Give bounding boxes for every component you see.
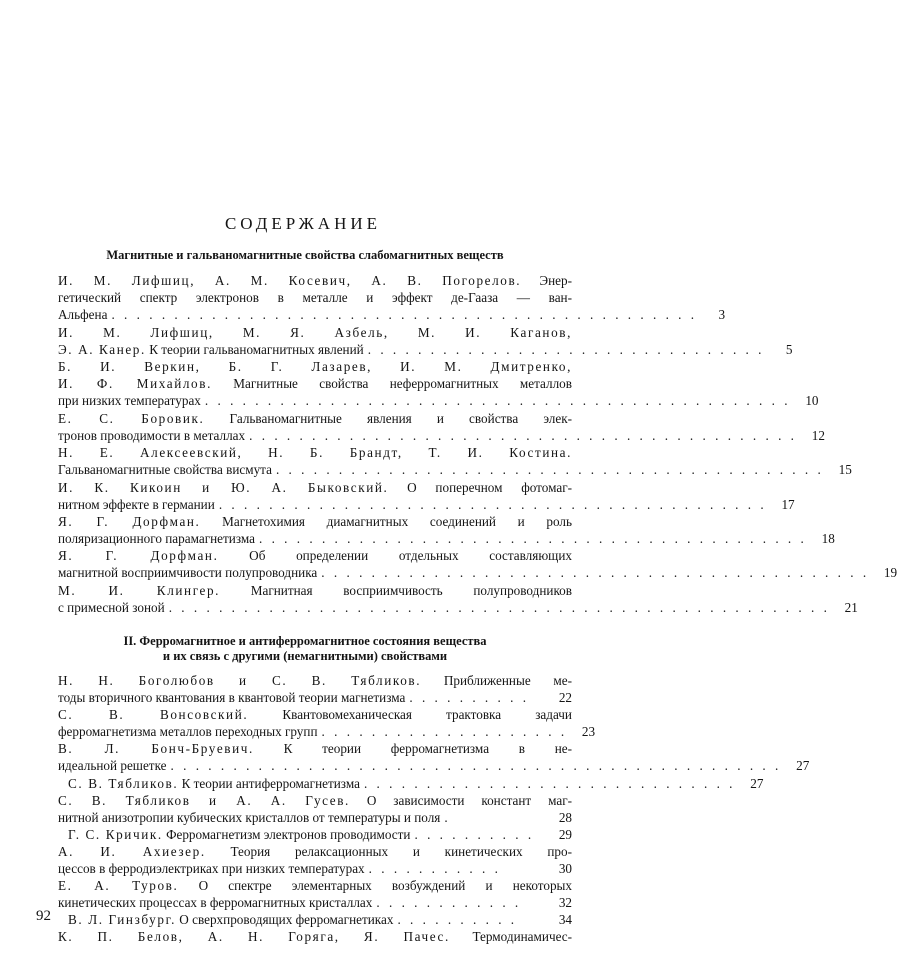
leader-dots: .	[444, 810, 451, 826]
leader-dots: . . . . . . . . . . . . . . . . . . . . . . . . . . . . . .	[363, 776, 736, 791]
entry-title: гетический спектр электронов в металле и эффект де-Гааза — ван-	[58, 290, 572, 306]
toc-entry	[58, 775, 764, 792]
leader-dots: . . . . . . . . . . . . . . . . . . . . . . . . . . . . . . . . . . . . . . . . . . . .	[249, 428, 797, 444]
leader-dots: . . . . . . . . . . . . . . . . . . . . . . . . . . . . . . . .	[367, 342, 765, 358]
entry-authors: И. К. Кикоин и Ю. А. Быковский.	[58, 480, 389, 495]
entry-title: Термодинамичес-	[449, 929, 573, 944]
entry-page: 10	[805, 393, 819, 409]
entry-page: 27	[796, 758, 810, 774]
section-heading-line: и их связь с другими (немагнитными) свойствами	[162, 649, 448, 663]
entry-authors: И. М. Лифшиц, А. М. Косевич, А. В. Погорелов.	[58, 273, 522, 288]
toc-entry	[58, 479, 795, 513]
entry-title: О поперечном фотомаг-	[388, 480, 572, 495]
entry-page: 19	[883, 565, 897, 581]
leader-dots: . . . . . . . . . .	[414, 827, 535, 842]
entry-title: при низких температурах	[58, 393, 201, 409]
toc-entry	[58, 672, 572, 706]
entry-authors: Е. С. Боровик.	[58, 411, 205, 426]
toc-entry	[58, 547, 897, 581]
entry-title: Квантовомеханическая трактовка задачи	[248, 707, 572, 722]
entry-title: К теории антиферромагнетизма	[178, 776, 360, 791]
entry-authors: Я. Г. Дорфман.	[58, 514, 201, 529]
entry-title: Ферромагнетизм электронов проводимости	[162, 827, 411, 842]
leader-dots: . . . . . . . . . . . . . . . . . . . .	[321, 724, 568, 740]
entry-title: О зависимости констант маг-	[349, 793, 572, 808]
entry-page: 21	[844, 600, 858, 616]
entry-page: 30	[558, 861, 572, 877]
entry-page: 15	[838, 462, 852, 478]
entry-title: ферромагнетизма металлов переходных групп	[58, 724, 318, 740]
leader-dots: . . . . . . . . . . . . . . . . . . . . . . . . . . . . . . . . . . . . . . . . . . . . . . .	[111, 307, 698, 323]
entry-authors: И. М. Лифшиц, М. Я. Азбель, М. И. Каганов,	[58, 325, 572, 340]
entry-title: К теории ферромагнетизма в не-	[253, 741, 572, 756]
entry-page: 22	[558, 690, 572, 706]
entry-title: кинетических процессах в ферромагнитных кристаллах	[58, 895, 373, 911]
entry-page: 27	[750, 776, 764, 791]
entry-page: 34	[558, 912, 572, 927]
entry-authors: Н. Н. Боголюбов и С. В. Тябликов.	[58, 673, 422, 688]
entry-page: 29	[558, 827, 572, 842]
section-heading-line: II. Ферромагнитное и антиферромагнитное состояния вещества	[123, 634, 487, 648]
toc-entry	[58, 843, 572, 877]
entry-title: магнитной восприимчивости полупроводника	[58, 565, 318, 581]
entry-title: О сверхпроводящих ферромагнетиках	[175, 912, 394, 927]
entry-title: Приближенные ме-	[421, 673, 572, 688]
entry-title: Об определении отдельных составляющих	[218, 548, 572, 563]
section-heading-1: Магнитные и гальваномагнитные свойства слабомагнитных веществ	[106, 248, 504, 262]
entry-authors: В. Л. Гинзбург.	[68, 912, 176, 927]
entry-authors: С. В. Вонсовский.	[58, 707, 249, 722]
toc-entry	[58, 706, 596, 740]
entry-authors: С. В. Тябликов.	[68, 776, 179, 791]
toc-entry	[58, 740, 810, 774]
toc-entry	[58, 582, 858, 616]
toc-entry	[58, 272, 726, 324]
leader-dots: . . . . . . . . . . . . . . . . . . . . . . . . . . . . . . . . . . . . . . . . . . . .	[258, 531, 807, 547]
entry-title: О спектре элементарных возбуждений и некоторых	[178, 878, 573, 893]
entry-title: Магнетохимия диамагнитных соединений и роль	[200, 514, 572, 529]
leader-dots: . . . . . . . . . . . . . . . . . . . . . . . . . . . . . . . . . . . . . . . . . . . . . . .	[204, 393, 791, 409]
leader-dots: . . . . . . . . . . . .	[376, 895, 522, 911]
entry-page: 5	[785, 342, 793, 358]
entry-title: поляризационного парамагнетизма	[58, 531, 255, 547]
page-number: 92	[36, 908, 51, 924]
entry-page: 17	[781, 497, 795, 513]
entry-page: 12	[811, 428, 825, 444]
entry-title: Магнитные свойства неферромагнитных металлов	[211, 376, 572, 392]
entry-authors: Г. С. Кричик.	[68, 827, 163, 842]
entry-page: 18	[821, 531, 835, 547]
entry-authors: И. Ф. Михайлов.	[58, 376, 212, 392]
entry-authors: Н. Е. Алексеевский, Н. Б. Брандт, Т. И. Костина.	[58, 445, 572, 460]
leader-dots: . . . . . . . . . . . . . . . . . . . . . . . . . . . . . . . . . . . . . . . . . . . .	[321, 565, 870, 581]
page-title: СОДЕРЖАНИЕ	[224, 214, 382, 233]
entry-authors: М. И. Клингер.	[58, 583, 221, 598]
entry-authors: В. Л. Бонч-Бруевич.	[58, 741, 254, 756]
entry-title: с примесной зоной	[58, 600, 165, 616]
entry-authors: А. И. Ахиезер.	[58, 844, 206, 859]
entry-page: 32	[558, 895, 572, 911]
entry-title: идеальной решетке	[58, 758, 167, 774]
entry-title: Гальваномагнитные свойства висмута	[58, 462, 272, 478]
entry-authors: Б. И. Веркин, Б. Г. Лазарев, И. М. Дмитренко,	[58, 359, 572, 374]
toc-entry	[58, 826, 572, 843]
toc-entry	[58, 792, 572, 826]
leader-dots: . . . . . . . . . . . . . . . . . . . . . . . . . . . . . . . . . . . . . . . . . . . . . . . . . . . . .	[168, 600, 830, 616]
toc-entry	[58, 928, 572, 945]
toc-entry	[58, 513, 835, 547]
entry-title: тронов проводимости в металлах	[58, 428, 246, 444]
entry-title: Теория релаксационных и кинетических про-	[205, 844, 573, 859]
entry-title: Энер-	[521, 273, 572, 288]
entry-title: Магнитная восприимчивость полупроводников	[220, 583, 572, 598]
toc-entry	[58, 410, 825, 444]
entry-authors: Я. Г. Дорфман.	[58, 548, 219, 563]
entry-title: тоды вторичного квантования в квантовой теории магнетизма	[58, 690, 406, 706]
entry-page: 28	[558, 810, 572, 826]
entry-title: нитном эффекте в германии	[58, 497, 215, 513]
entry-title: Гальваномагнитные явления и свойства элек-	[204, 411, 572, 426]
entry-authors: Э. А. Канер.	[58, 342, 146, 358]
entry-title: Альфена	[58, 307, 108, 323]
entry-title: нитной анизотропии кубических кристаллов от температуры и поля	[58, 810, 441, 826]
entry-title: цессов в ферродиэлектриках при низких температурах	[58, 861, 365, 877]
toc-entry	[58, 358, 819, 410]
leader-dots: . . . . . . . . . .	[397, 912, 518, 927]
toc-entry	[58, 877, 572, 911]
entry-authors: С. В. Тябликов и А. А. Гусев.	[58, 793, 350, 808]
entry-authors: К. П. Белов, А. Н. Горяга, Я. Пачес.	[58, 929, 450, 944]
entry-title: К теории гальваномагнитных явлений	[145, 342, 364, 358]
entry-authors: Е. А. Туров.	[58, 878, 179, 893]
leader-dots: . . . . . . . . . . .	[368, 861, 501, 877]
leader-dots: . . . . . . . . . . . . . . . . . . . . . . . . . . . . . . . . . . . . . . . . . . . .	[275, 462, 824, 478]
toc-entry	[58, 324, 793, 358]
toc-entry	[58, 911, 572, 928]
entry-page: 23	[581, 724, 596, 740]
leader-dots: . . . . . . . . . . . . . . . . . . . . . . . . . . . . . . . . . . . . . . . . . . . . . . . . .	[170, 758, 782, 774]
leader-dots: . . . . . . . . . . . . . . . . . . . . . . . . . . . . . . . . . . . . . . . . . . . .	[218, 497, 767, 513]
toc-entry	[58, 444, 852, 478]
leader-dots: . . . . . . . . . .	[409, 690, 529, 706]
entry-page: 3	[718, 307, 726, 323]
section-heading-2	[40, 634, 570, 664]
